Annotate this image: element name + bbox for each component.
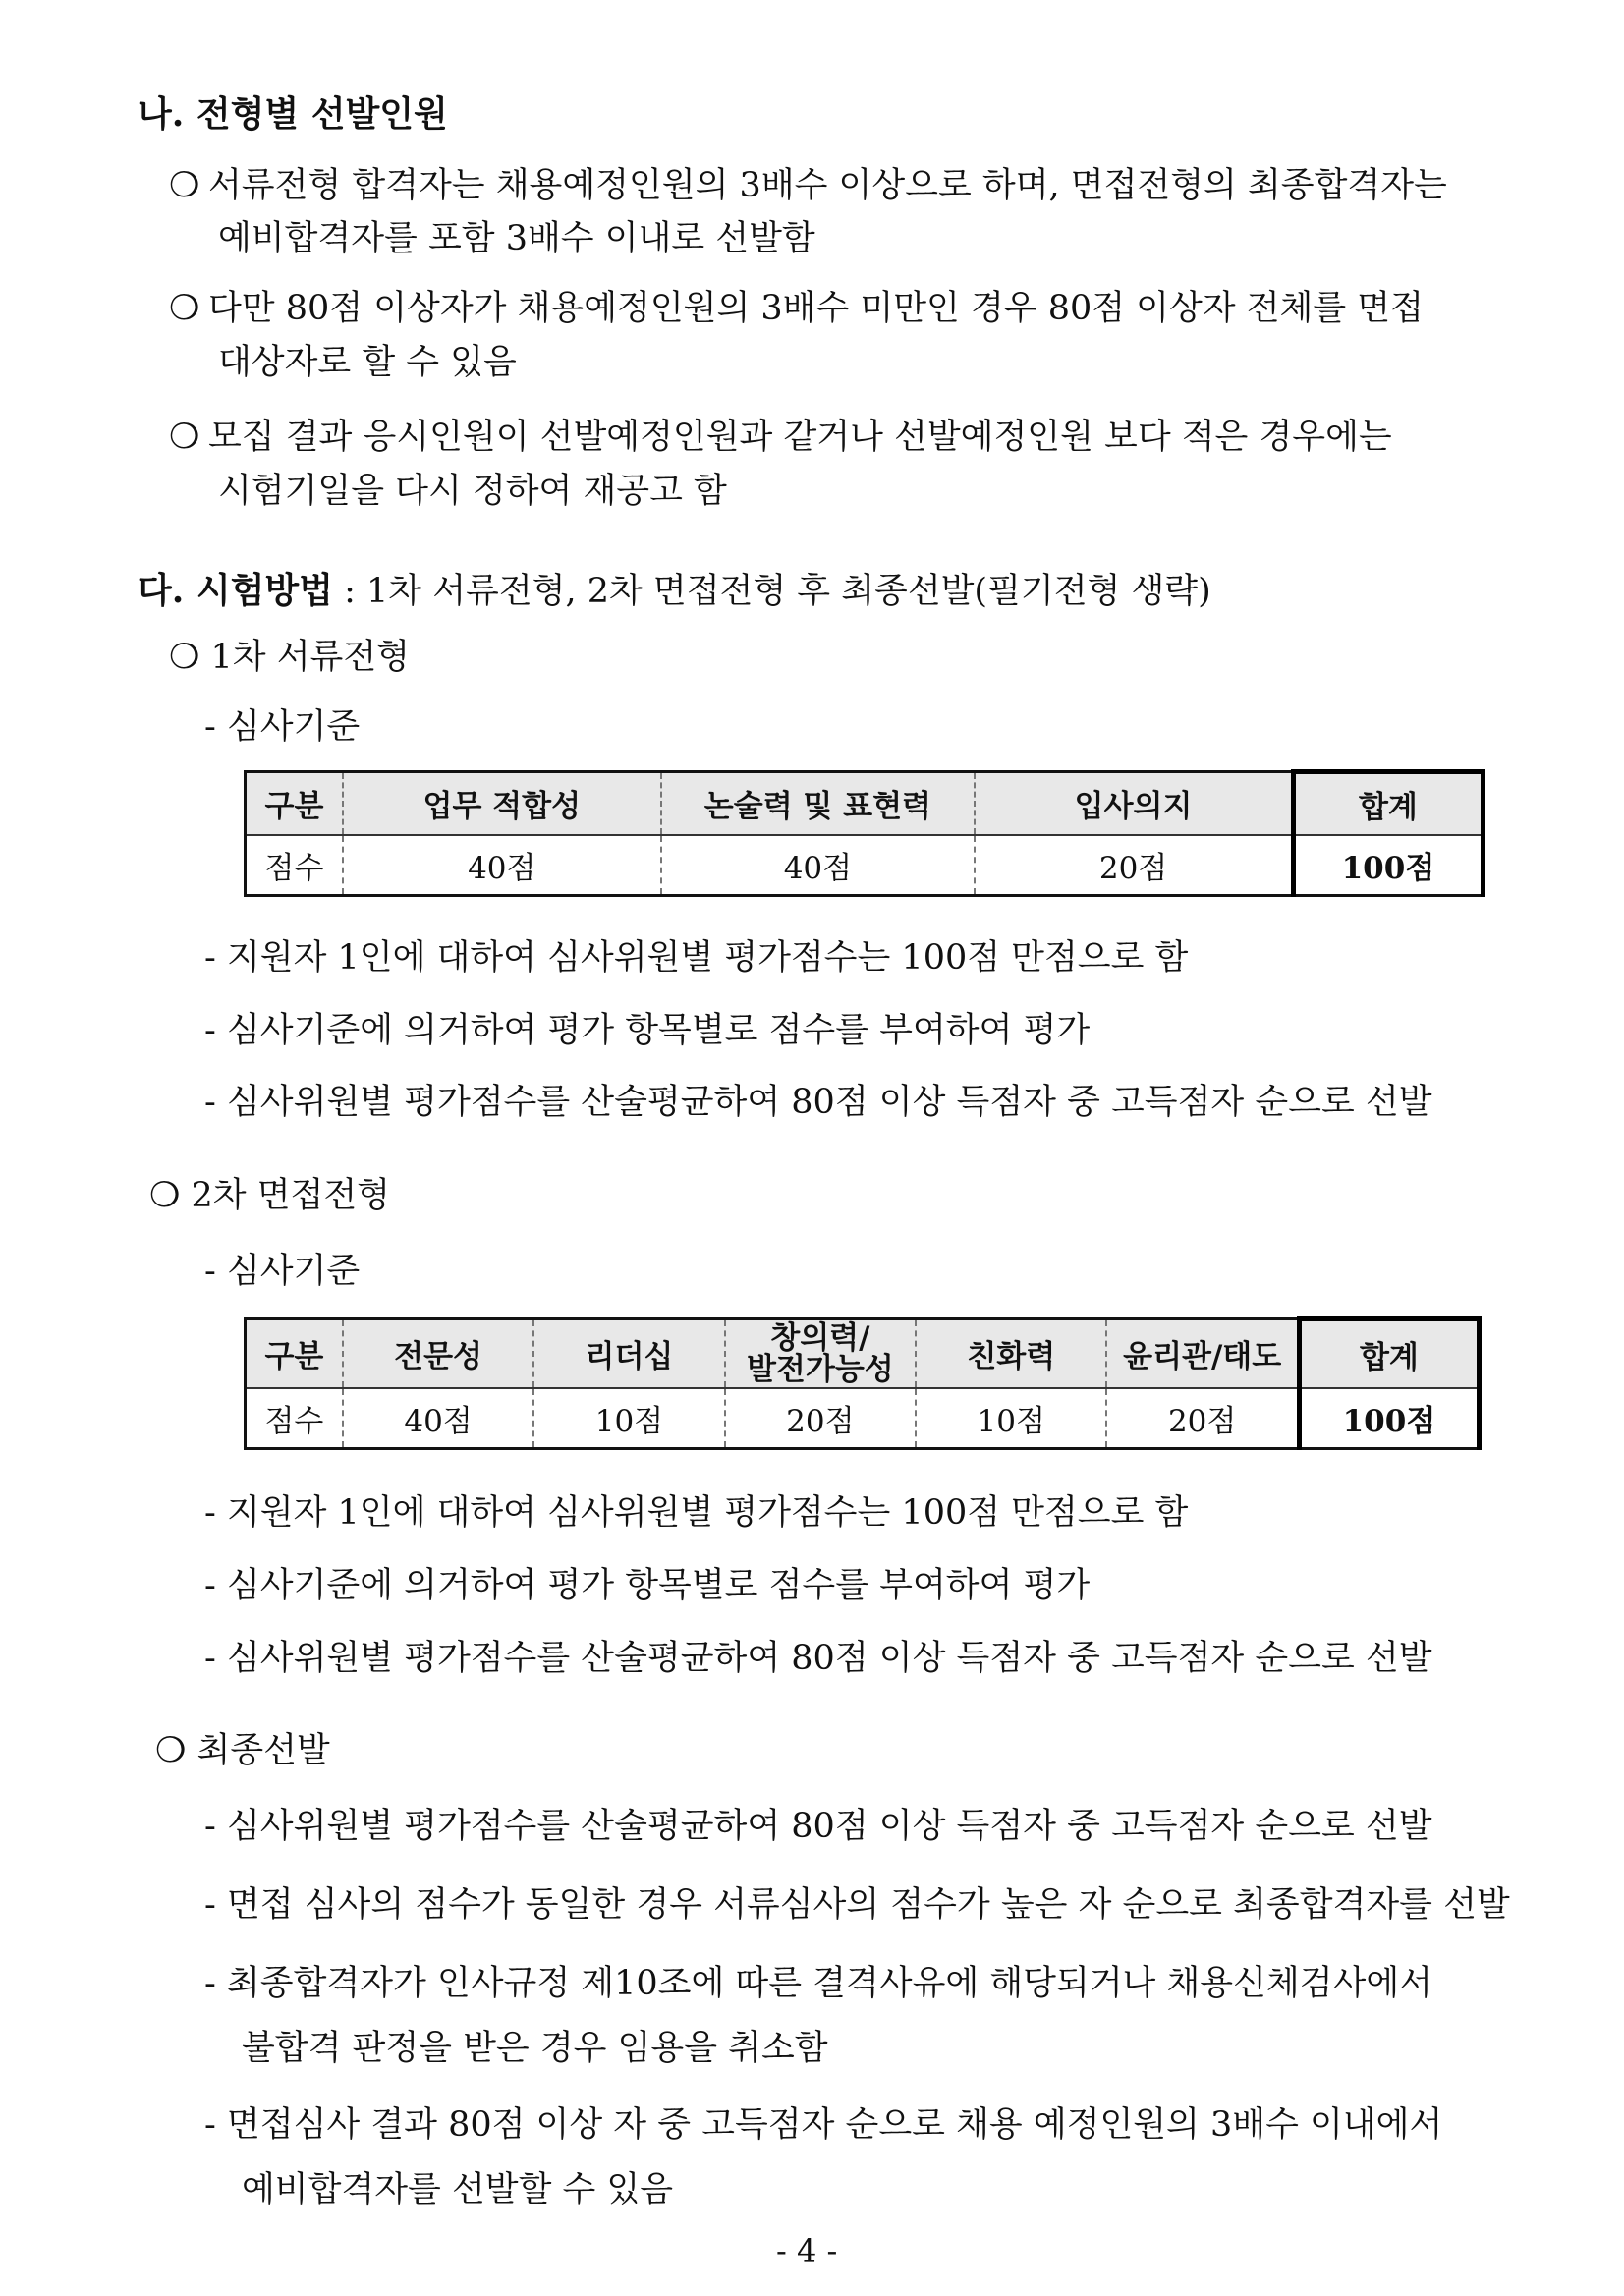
doc-note-1: - 지원자 1인에 대하여 심사위원별 평가점수는 100점 만점으로 함 [204,938,1189,978]
table-header-cell: 입사의지 [975,772,1293,835]
table-cell: 40점 [343,835,661,896]
na-item-2 [169,280,1424,337]
na-item-2-line2: 대상자로 할 수 있음 [218,343,517,382]
na-item-1 [169,157,1447,214]
interview-note-2: - 심사기준에 의거하여 평가 항목별로 점수를 부여하여 평가 [204,1566,1091,1605]
circle-bullet-icon: ❍ [169,166,200,205]
table-header-cell: 리더십 [533,1319,724,1388]
table-header-cell: 합계 [1299,1319,1479,1388]
table-header-cell: 구분 [246,1319,343,1388]
table-header-cell: 구분 [246,772,343,835]
interview-criteria-table [244,1316,1482,1450]
table-header-cell-creativity [725,1319,916,1388]
header-line: 창의력/ [770,1319,870,1356]
doc-criteria-table [244,769,1485,897]
final-stage-title: ❍ 최종선발 [155,1731,330,1770]
table-cell: 40점 [661,835,976,896]
final-note-4: - 면접심사 결과 80점 이상 자 중 고득점자 순으로 채용 예정인원의 3배수 이내에서 [204,2105,1443,2145]
na-item-3-line1: 모집 결과 응시인원이 선발예정인원과 같거나 선발예정인원 보다 적은 경우에는 [208,418,1392,457]
table-cell: 100점 [1299,1388,1479,1449]
final-note-4-cont: 예비합격자를 선발할 수 있음 [242,2170,674,2210]
table-header-row [246,1319,1480,1388]
doc-stage-title: ❍ 1차 서류전형 [169,638,410,677]
interview-note-1: - 지원자 1인에 대하여 심사위원별 평가점수는 100점 만점으로 함 [204,1493,1189,1533]
doc-note-3: - 심사위원별 평가점수를 산술평균하여 80점 이상 득점자 중 고득점자 순으로 선발 [204,1083,1432,1122]
table-cell: 20점 [975,835,1293,896]
table-header-cell: 업무 적합성 [343,772,661,835]
final-note-2: - 면접 심사의 점수가 동일한 경우 서류심사의 점수가 높은 자 순으로 최종합격자를 선발 [204,1885,1510,1925]
table-cell: 10점 [916,1388,1106,1449]
section-da-heading: 다. 시험방법 [138,570,333,611]
na-item-3-line2: 시험기일을 다시 정하여 재공고 함 [218,472,727,511]
table-cell: 40점 [343,1388,533,1449]
header-line: 발전가능성 [746,1351,894,1387]
page-number: - 4 - [776,2232,838,2269]
circle-bullet-icon: ❍ [169,418,200,457]
table-header-cell: 논술력 및 표현력 [661,772,976,835]
doc-note-2: - 심사기준에 의거하여 평가 항목별로 점수를 부여하여 평가 [204,1011,1091,1050]
table-cell: 점수 [246,1388,343,1449]
table-cell: 점수 [246,835,343,896]
final-note-1: - 심사위원별 평가점수를 산술평균하여 80점 이상 득점자 중 고득점자 순으로 선발 [204,1807,1432,1846]
table-row [246,835,1484,896]
doc-criteria-label: - 심사기준 [204,707,361,747]
table-cell: 20점 [725,1388,916,1449]
table-row [246,1388,1480,1449]
na-item-1-line1: 서류전형 합격자는 채용예정인원의 3배수 이상으로 하며, 면접전형의 최종합격자는 [208,166,1447,205]
section-na-title: 나. 전형별 선발인원 [138,93,448,135]
na-item-1-line2: 예비합격자를 포함 3배수 이내로 선발함 [218,219,815,258]
circle-bullet-icon: ❍ [169,289,200,328]
interview-note-3: - 심사위원별 평가점수를 산술평균하여 80점 이상 득점자 중 고득점자 순으로 선발 [204,1639,1432,1678]
table-cell: 100점 [1293,835,1483,896]
table-cell: 20점 [1106,1388,1299,1449]
na-item-3 [169,409,1392,466]
table-header-cell: 윤리관/태도 [1106,1319,1299,1388]
table-header-cell: 친화력 [916,1319,1106,1388]
table-header-row [246,772,1484,835]
interview-criteria-label: - 심사기준 [204,1252,361,1291]
section-da-subtitle: : 1차 서류전형, 2차 면접전형 후 최종선발(필기전형 생략) [332,572,1211,611]
table-cell: 10점 [533,1388,724,1449]
na-item-2-line1: 다만 80점 이상자가 채용예정인원의 3배수 미만인 경우 80점 이상자 전체를 면접 [208,289,1424,328]
table-header-cell: 전문성 [343,1319,533,1388]
table-header-cell: 합계 [1293,772,1483,835]
section-da-title [138,562,1211,620]
interview-stage-title: ❍ 2차 면접전형 [149,1176,390,1215]
final-note-3: - 최종합격자가 인사규정 제10조에 따른 결격사유에 해당되거나 채용신체검사에서 [204,1964,1432,2003]
final-note-3-cont: 불합격 판정을 받은 경우 임용을 취소함 [242,2029,828,2068]
